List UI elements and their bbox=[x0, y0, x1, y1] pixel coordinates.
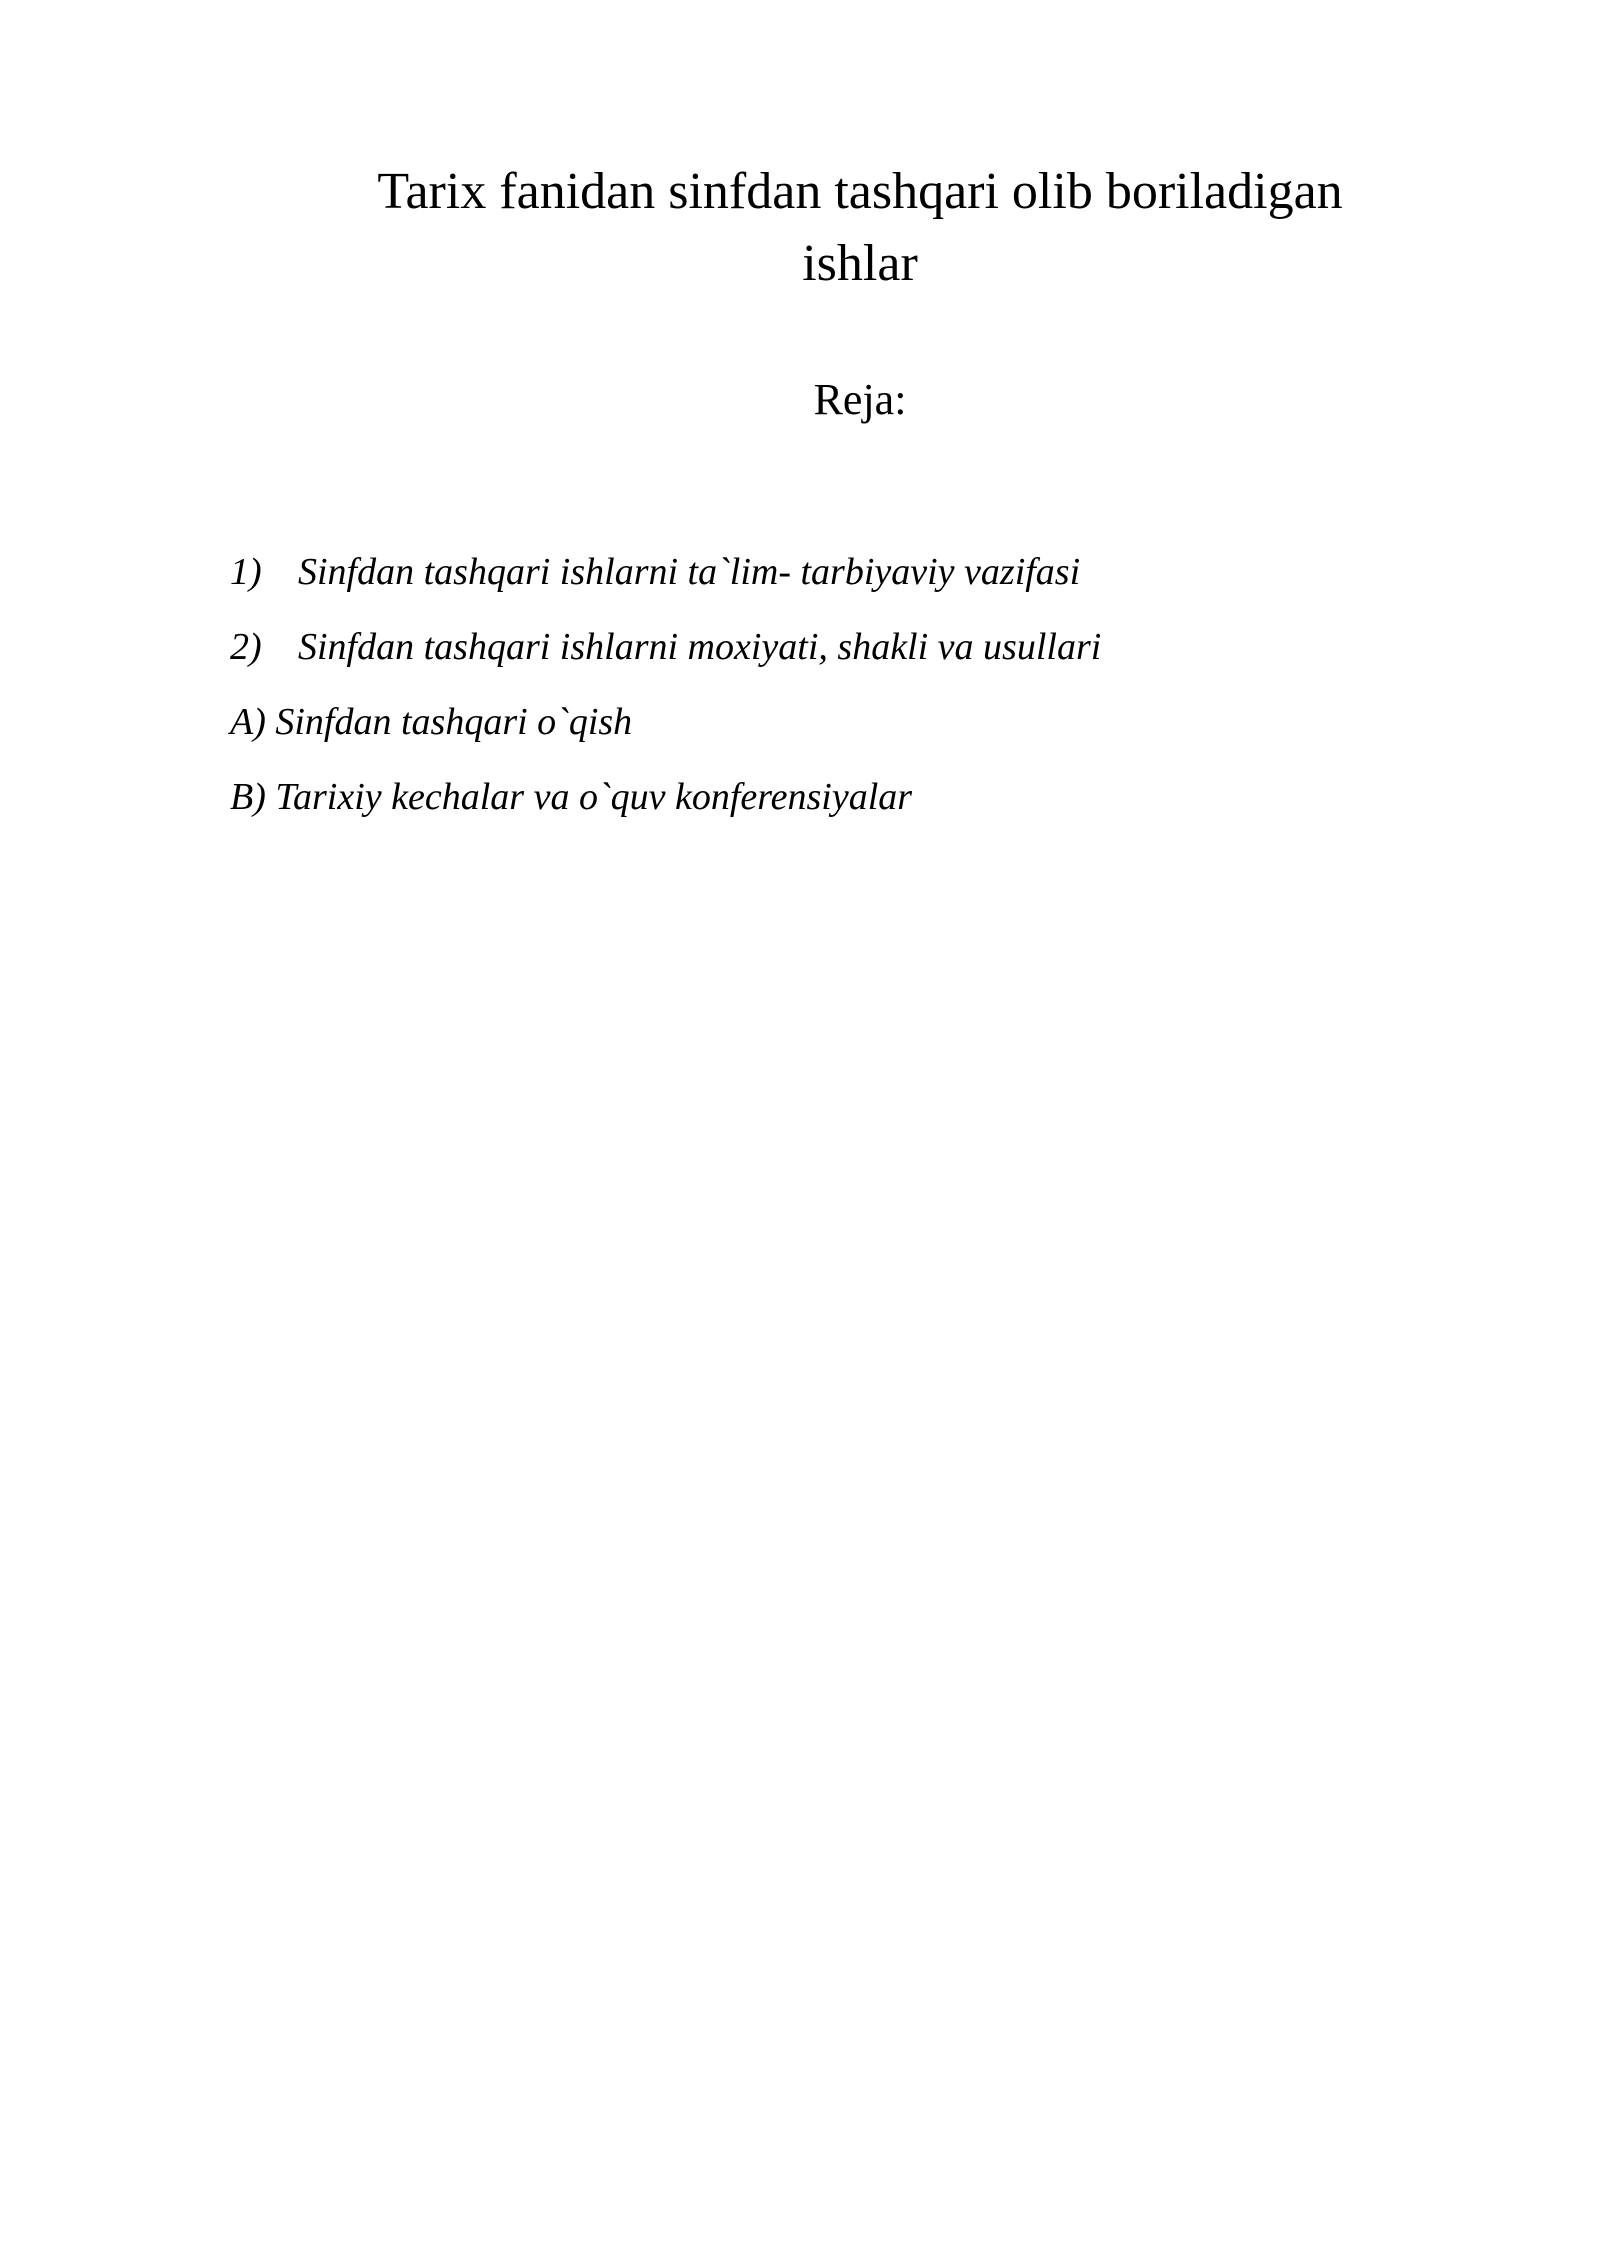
plan-subitem-a-text: A) Sinfdan tashqari o`qish bbox=[230, 701, 633, 743]
plan-item-1-number: 1) bbox=[230, 551, 262, 593]
plan-subitem-b bbox=[230, 760, 1430, 835]
plan-item-2-number: 2) bbox=[230, 626, 262, 668]
plan-list bbox=[230, 535, 1430, 835]
plan-heading: Reja: bbox=[813, 375, 907, 424]
plan-subitem-b-text: B) Tarixiy kechalar va o`quv konferensiyalar bbox=[230, 776, 913, 818]
plan-item-2 bbox=[230, 610, 1430, 685]
plan-subitem-a bbox=[230, 685, 1430, 760]
page-title: Tarix fanidan sinfdan tashqari olib boriladigan ishlar bbox=[377, 163, 1343, 292]
plan-item-1-text: Sinfdan tashqari ishlarni ta`lim- tarbiyaviy vazifasi bbox=[298, 551, 1081, 593]
plan-item-2-text: Sinfdan tashqari ishlarni moxiyati, shakli va usullari bbox=[298, 626, 1102, 668]
plan-item-1 bbox=[230, 535, 1430, 610]
